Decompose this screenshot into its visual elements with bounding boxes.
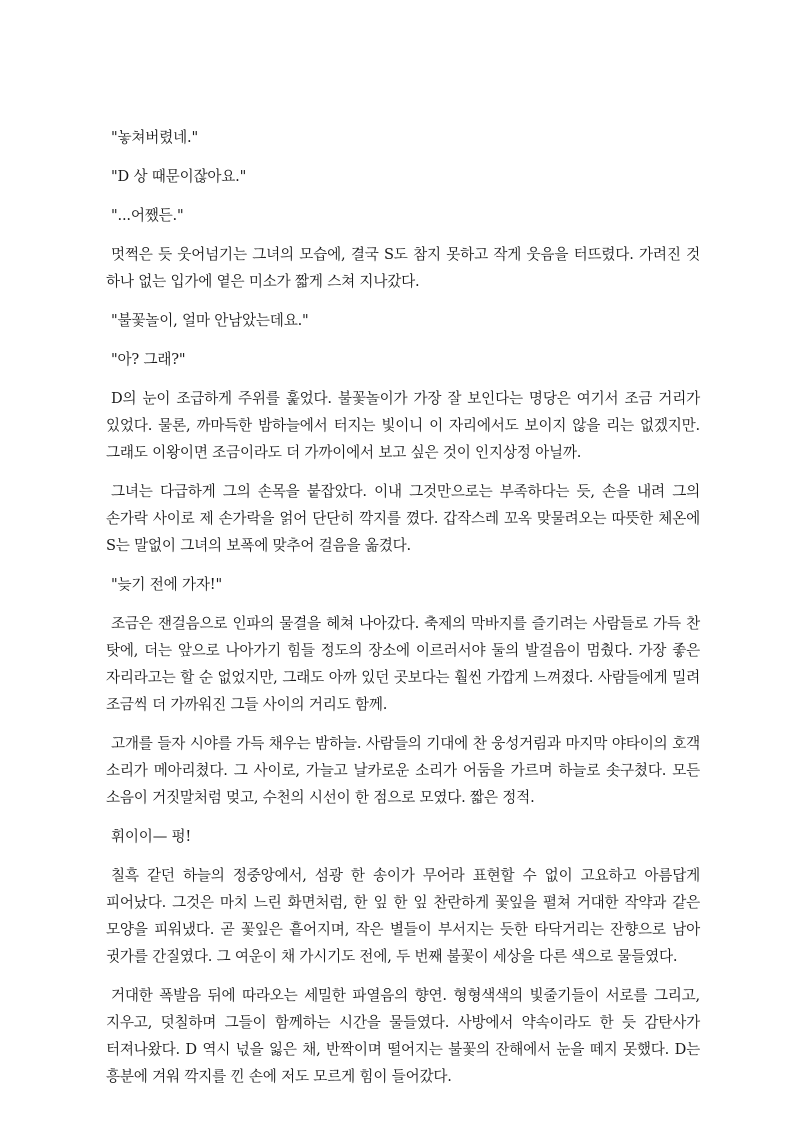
dialogue-line: "늦기 전에 가자!" xyxy=(111,576,222,593)
story-body xyxy=(106,124,700,1102)
sound-effect-line: 휘이이— 펑! xyxy=(111,828,192,845)
dialogue-line: "놓쳐버렸네." xyxy=(111,129,198,146)
dialogue-line: "불꽃놀이, 얼마 안남았는데요." xyxy=(111,312,309,329)
dialogue-line: "아? 그래?" xyxy=(111,351,186,368)
narrative-paragraph: D의 눈이 조급하게 주위를 훑었다. 불꽃놀이가 가장 잘 보인다는 명당은 여기서 조금 거리가 있었다. 물론, 까마득한 밤하늘에서 터지는 빛이니 이 자리에서도 보이지 않을 리는 없겠지만. 그래도 이왕이면 조금이라도 더 가까이에서 보고 싶은 것이 인지상정 아닐까. xyxy=(106,390,700,461)
narrative-paragraph: 그녀는 다급하게 그의 손목을 붙잡았다. 이내 그것만으로는 부족하다는 듯, 손을 내려 그의 손가락 사이로 제 손가락을 얽어 단단히 깍지를 꼈다. 갑작스레 꼬옥 맞물려오는 따뜻한 체온에 S는 말없이 그녀의 보폭에 맞추어 걸음을 옮겼다. xyxy=(106,483,700,554)
narrative-paragraph: 칠흑 같던 하늘의 정중앙에서, 섬광 한 송이가 무어라 표현할 수 없이 고요하고 아름답게 피어났다. 그것은 마치 느린 화면처럼, 한 잎 한 잎 찬란하게 꽃잎을 펼쳐 거대한 작약과 같은 모양을 피워냈다. 곧 꽃잎은 흩어지며, 작은 별들이 부서지는 듯한 타닥거리는 잔향으로 남아 귓가를 간질였다. 그 여운이 채 가시기도 전에, 두 번째 불꽃이 세상을 다른 색으로 물들였다. xyxy=(106,867,700,965)
dialogue-line: "...어쨌든." xyxy=(111,207,184,224)
narrative-paragraph: 고개를 들자 시야를 가득 채우는 밤하늘. 사람들의 기대에 찬 웅성거림과 마지막 야타이의 호객 소리가 메아리쳤다. 그 사이로, 가늘고 날카로운 소리가 어둠을 가르며 하늘로 솟구쳤다. 모든 소음이 거짓말처럼 멎고, 수천의 시선이 한 점으로 모였다. 짧은 정적. xyxy=(106,735,700,806)
narrative-paragraph: 조금은 잰걸음으로 인파의 물결을 헤쳐 나아갔다. 축제의 막바지를 즐기려는 사람들로 가득 찬 탓에, 더는 앞으로 나아가기 힘들 정도의 장소에 이르러서야 둘의 발걸음이 멈췄다. 가장 좋은 자리라고는 할 순 없었지만, 그래도 아까 있던 곳보다는 훨씬 가깝게 느껴졌다. 사람들에게 밀려 조금씩 더 가까워진 그들 사이의 거리도 함께. xyxy=(106,615,700,713)
narrative-paragraph: 멋쩍은 듯 웃어넘기는 그녀의 모습에, 결국 S도 참지 못하고 작게 웃음을 터뜨렸다. 가려진 것 하나 없는 입가에 옅은 미소가 짧게 스쳐 지나갔다. xyxy=(106,246,700,290)
dialogue-line: "D 상 때문이잖아요." xyxy=(111,168,247,185)
narrative-paragraph: 거대한 폭발음 뒤에 따라오는 세밀한 파열음의 향연. 형형색색의 빛줄기들이 서로를 그리고, 지우고, 덧칠하며 그들이 함께하는 시간을 물들였다. 사방에서 약속이라도 한 듯 감탄사가 터져나왔다. D 역시 넋을 잃은 채, 반짝이며 떨어지는 불꽃의 잔해에서 눈을 떼지 못했다. D는 흥분에 겨워 깍지를 낀 손에 저도 모르게 힘이 들어갔다. xyxy=(106,987,700,1085)
